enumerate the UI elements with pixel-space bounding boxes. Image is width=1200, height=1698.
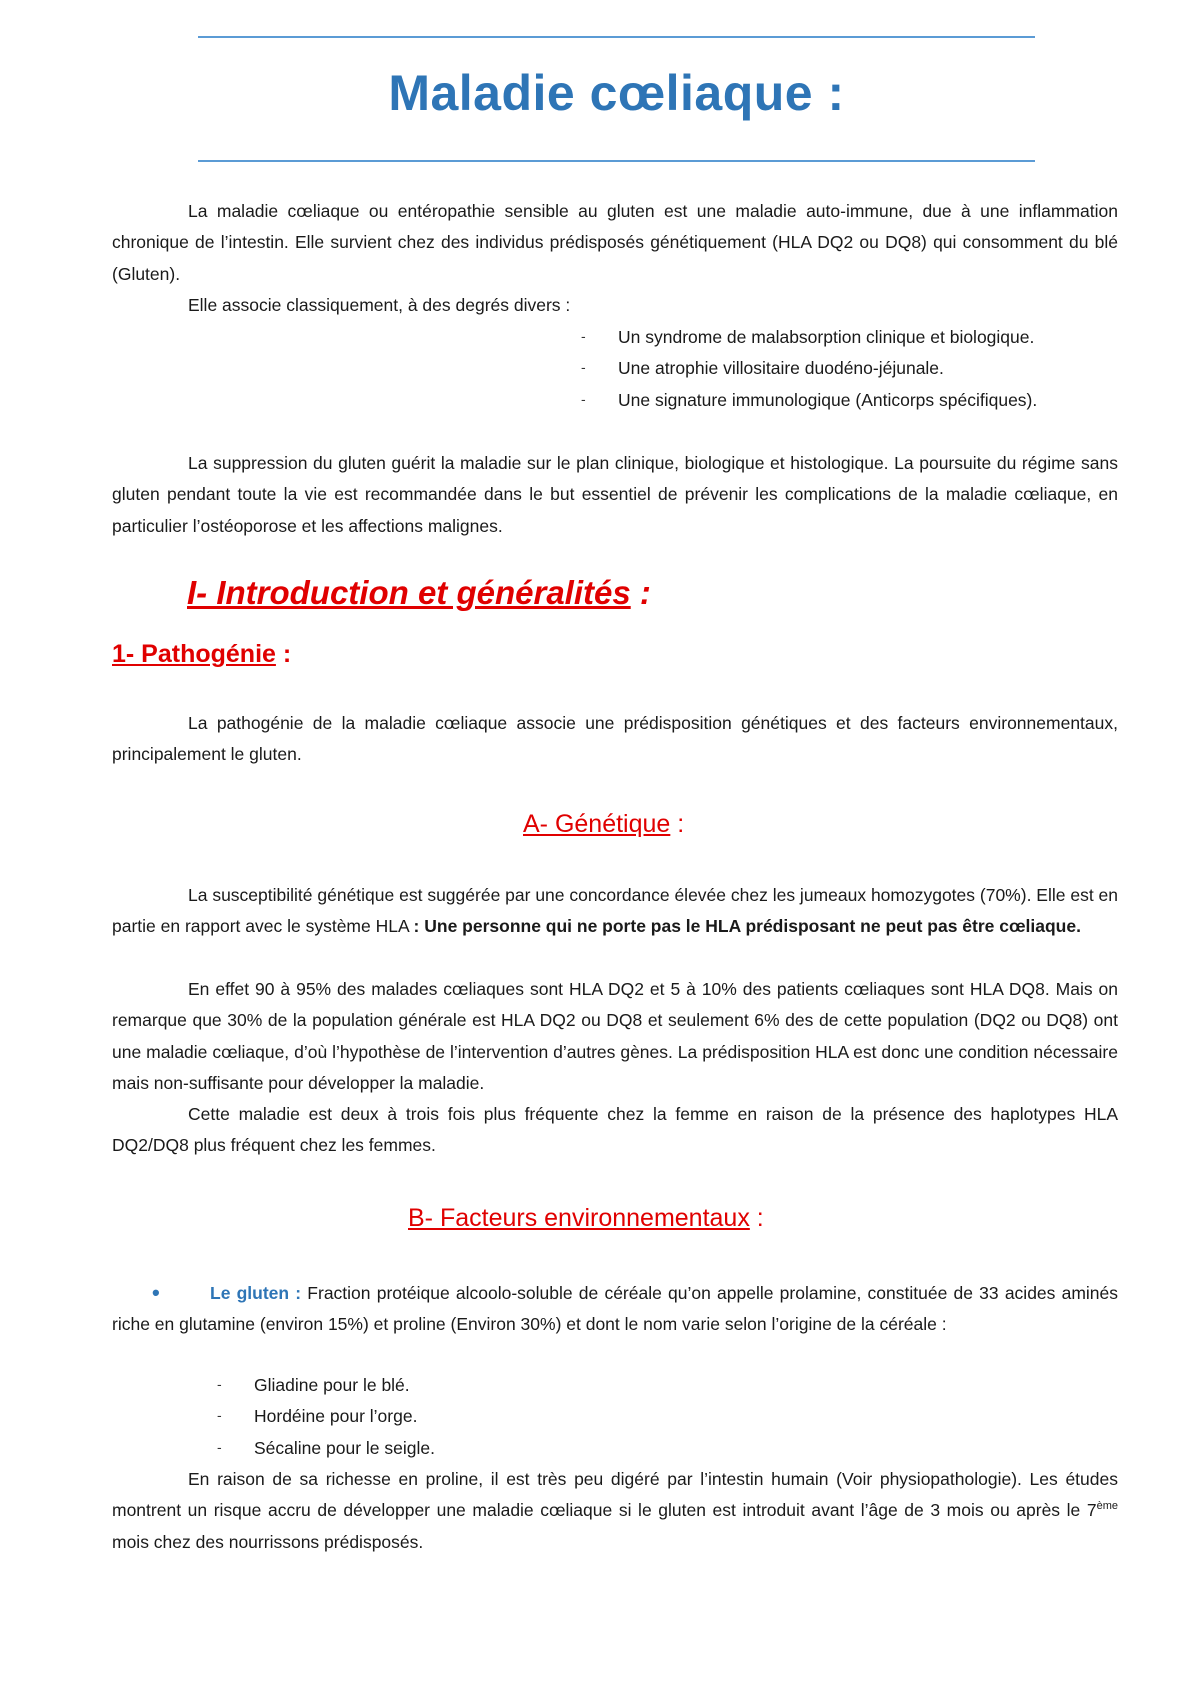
heading-genetique: A- Génétique :	[523, 810, 685, 838]
dash-bullet-icon: -	[217, 1407, 222, 1424]
genetique-paragraph-1: La susceptibilité génétique est suggérée par une concordance élevée chez les jumeaux homozygotes (70%). Elle est en partie en rapport avec le système HLA : Une personne qui ne porte pas le HLA prédisposant ne peut pas être cœliaque.	[112, 885, 1119, 937]
dash-bullet-icon: -	[217, 1376, 222, 1392]
intro-paragraph-1: La maladie cœliaque ou entéropathie sensible au gluten est une maladie auto-immune, due à une inflammation chronique de l’intestin. Elle survient chez des individus prédisposés génétiquement (HLA DQ2 ou DQ8) qui consomment du blé (Gluten).	[112, 201, 1118, 284]
bullet-dot-icon: •	[152, 1280, 160, 1305]
subsection-heading-pathogenie: 1- Pathogénie :	[112, 640, 292, 668]
list-item: - Une atrophie villositaire duodéno-jéjunale.	[578, 353, 1037, 384]
gluten-paragraph-2: En raison de sa richesse en proline, il est très peu digéré par l’intestin humain (Voir physiopathologie). Les études montrent un risque accru de développer une maladie cœliaque si le gluten est introduit avant l’âge de 3 mois ou après le 7ème mois chez des nourrissons prédisposés.	[112, 1469, 1118, 1552]
dash-bullet-icon: -	[581, 328, 586, 344]
list-item: - Une signature immunologique (Anticorps spécifiques).	[578, 385, 1037, 416]
title-top-rule	[198, 36, 1035, 38]
genetique-paragraph-3: Cette maladie est deux à trois fois plus fréquente chez la femme en raison de la présence des haplotypes HLA DQ2/DQ8 plus fréquent chez les femmes.	[112, 1104, 1118, 1156]
cereal-list	[214, 1370, 435, 1464]
genetique-paragraph-2: En effet 90 à 95% des malades cœliaques sont HLA DQ2 et 5 à 10% des patients cœliaques sont HLA DQ8. Mais on remarque que 30% de la population générale est HLA DQ2 ou DQ8 et seulement 6% des de cette population (DQ2 ou DQ8) ont une maladie cœliaque, d’où l’hypothèse de l’intervention d’autres gènes. La prédisposition HLA est donc une condition nécessaire mais non-suffisante pour développer la maladie.	[112, 979, 1118, 1093]
list-item: - Hordéine pour l’orge.	[214, 1401, 435, 1432]
pathogenie-paragraph: La pathogénie de la maladie cœliaque associe une prédisposition génétiques et des facteurs environnementaux, principalement le gluten.	[112, 713, 1118, 765]
dash-bullet-icon: -	[581, 359, 586, 376]
page-title: Maladie cœliaque :	[388, 65, 845, 121]
section-heading-introduction: I- Introduction et généralités :	[187, 574, 651, 611]
list-item: - Sécaline pour le seigle.	[214, 1433, 435, 1464]
gluten-paragraph: • Le gluten : Fraction protéique alcoolo-soluble de céréale qu’on appelle prolamine, constituée de 33 acides aminés riche en glutamine (environ 15%) et proline (Environ 30%) et dont le nom varie selon l’origine de la céréale :	[112, 1276, 1118, 1341]
intro-list	[578, 322, 1037, 416]
title-bottom-rule	[198, 160, 1035, 162]
intro-paragraph-3: La suppression du gluten guérit la maladie sur le plan clinique, biologique et histologique. La poursuite du régime sans gluten pendant toute la vie est recommandée dans le but essentiel de prévenir les complications de la maladie cœliaque, en particulier l’ostéoporose et les affections malignes.	[112, 453, 1118, 536]
dash-bullet-icon: -	[217, 1438, 222, 1455]
heading-facteurs-environnementaux: B- Facteurs environnementaux :	[408, 1204, 764, 1232]
gluten-term: Le gluten :	[210, 1283, 302, 1303]
intro-paragraph-2: Elle associe classiquement, à des degrés divers :	[188, 295, 571, 315]
list-item: - Un syndrome de malabsorption clinique et biologique.	[578, 322, 1037, 353]
dash-bullet-icon: -	[581, 390, 586, 407]
list-item: - Gliadine pour le blé.	[214, 1370, 435, 1401]
